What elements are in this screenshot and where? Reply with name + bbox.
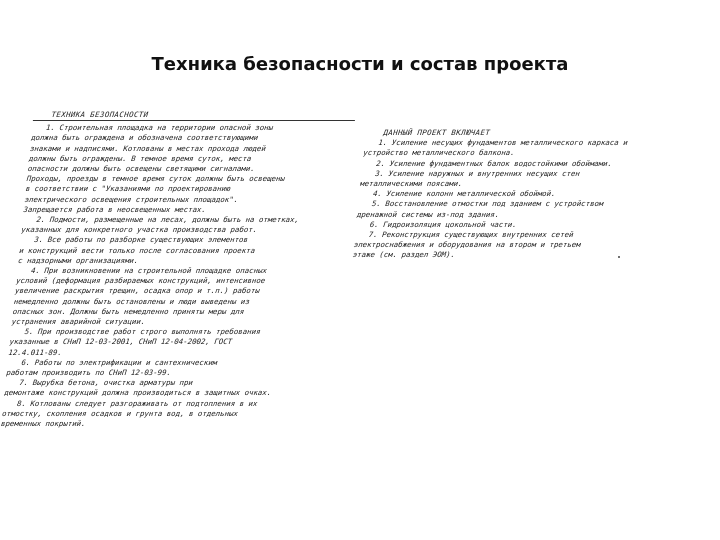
safety-text-line: демонтаже конструкций должна производиться в защитных очках. — [3, 388, 272, 398]
safety-text-line: должна быть ограждена и обозначена соответствующими — [30, 133, 259, 143]
safety-text-line: 7. Вырубка бетона, очистка арматуры при — [18, 378, 194, 388]
safety-text-line: 8. Котлованы следует разгораживать от подтопления в их — [16, 398, 258, 408]
safety-text-line: опасных зон. Должны быть немедленно приняты меры для — [12, 306, 245, 316]
safety-text-line: в соответствии с "Указаниями по проектированию — [25, 184, 231, 194]
safety-text-line: немедленно должны быть остановлены и люди выведены из — [13, 296, 251, 306]
safety-text-line: отмостку, скопления осадков и грунта вод, в отдельных — [1, 408, 239, 418]
safety-text-line: опасности должны быть освещены светящими сигналами. — [27, 164, 256, 174]
safety-text-line: увеличение раскрытия трещин, осадка опор и т.п.) работы — [14, 286, 261, 296]
safety-text-line: устранения аварийной ситуации. — [11, 317, 146, 327]
safety-text-line: Проходы, проезды в темное время суток должны быть освещены — [26, 174, 286, 184]
project-scope-lines — [352, 138, 671, 260]
project-scope-text-line: этаже (см. раздел ЭОМ). — [352, 250, 456, 260]
safety-lines — [0, 123, 352, 429]
project-scope-text-line: 6. Гидроизоляция цокольной части. — [369, 219, 518, 229]
project-scope-heading: ДАННЫЙ ПРОЕКТ ВКЛЮЧАЕТ — [383, 128, 491, 137]
safety-text-line: 12.4.011-89. — [8, 347, 63, 357]
project-scope-text-line: 5. Восстановление отмостки под зданием с устройством — [371, 199, 604, 209]
safety-text-line: с надзорными организациями. — [17, 255, 139, 265]
project-scope-text-line: 4. Усиление колонн металлической обоймой. — [372, 189, 557, 199]
safety-text-line: электрического освещения строительных площадок". — [24, 194, 239, 204]
safety-text-line: 4. При возникновении на строительной площадке опасных — [30, 266, 268, 276]
safety-text-line: Запрещается работа в неосвещенных местах. — [23, 204, 207, 214]
safety-text-line: 3. Все работы по разборке существующих элементов — [33, 235, 249, 245]
project-scope-text-line: 1. Усиление несущих фундаментов металлического каркаса и — [377, 138, 629, 148]
safety-text-line: указанных для конкретного участка производства работ. — [20, 225, 258, 235]
safety-text-line: указанные в СНиП 12-03-2001, СНиП 12-04-2002, ГОСТ — [9, 337, 233, 347]
slide-title: Техника безопасности и состав проекта — [151, 54, 569, 75]
heading-rule — [33, 120, 355, 121]
project-scope-text-line: 7. Реконструкция существующих внутренних сетей — [368, 230, 574, 240]
safety-text-line: 2. Подмости, размещенные на лесах, должны быть на отметках, — [36, 215, 300, 225]
project-scope-text-block — [352, 128, 672, 261]
project-scope-text-line: 3. Усиление наружных и внутренних несущих стен — [374, 168, 581, 178]
project-scope-text-line: 2. Усиление фундаментных балок водостойкими обоймами. — [375, 158, 613, 168]
stray-dot — [618, 256, 620, 258]
safety-text-line: временных покрытий. — [0, 419, 87, 429]
safety-text-line: 5. При производстве работ строго выполнять требования — [24, 327, 261, 337]
safety-text-line: и конструкций вести только после согласования проекта — [18, 245, 256, 255]
project-scope-text-line: электроснабжения и оборудования на втором и третьем — [353, 240, 582, 250]
safety-heading: ТЕХНИКА БЕЗОПАСНОСТИ — [51, 110, 149, 119]
project-scope-text-line: дренажной системы из-под здания. — [356, 209, 500, 219]
safety-text-line: 6. Работы по электрификации и сантехническим — [21, 357, 218, 367]
safety-text-block — [0, 110, 354, 429]
safety-text-line: должны быть ограждены. В темное время суток, места — [28, 153, 252, 163]
safety-text-line: работам производить по СНиП 12-03-99. — [5, 368, 172, 378]
project-scope-text-line: металлическими поясами. — [359, 179, 463, 189]
project-scope-text-line: устройство металлического балкона. — [362, 148, 516, 158]
safety-text-line: знаками и надписями. Котлованы в местах прохода людей — [29, 143, 267, 153]
safety-text-line: 1. Строительная площадка на территории опасной зоны — [45, 123, 274, 133]
safety-text-line: условий (деформация разбираемых конструкций, интенсивное — [15, 276, 266, 286]
